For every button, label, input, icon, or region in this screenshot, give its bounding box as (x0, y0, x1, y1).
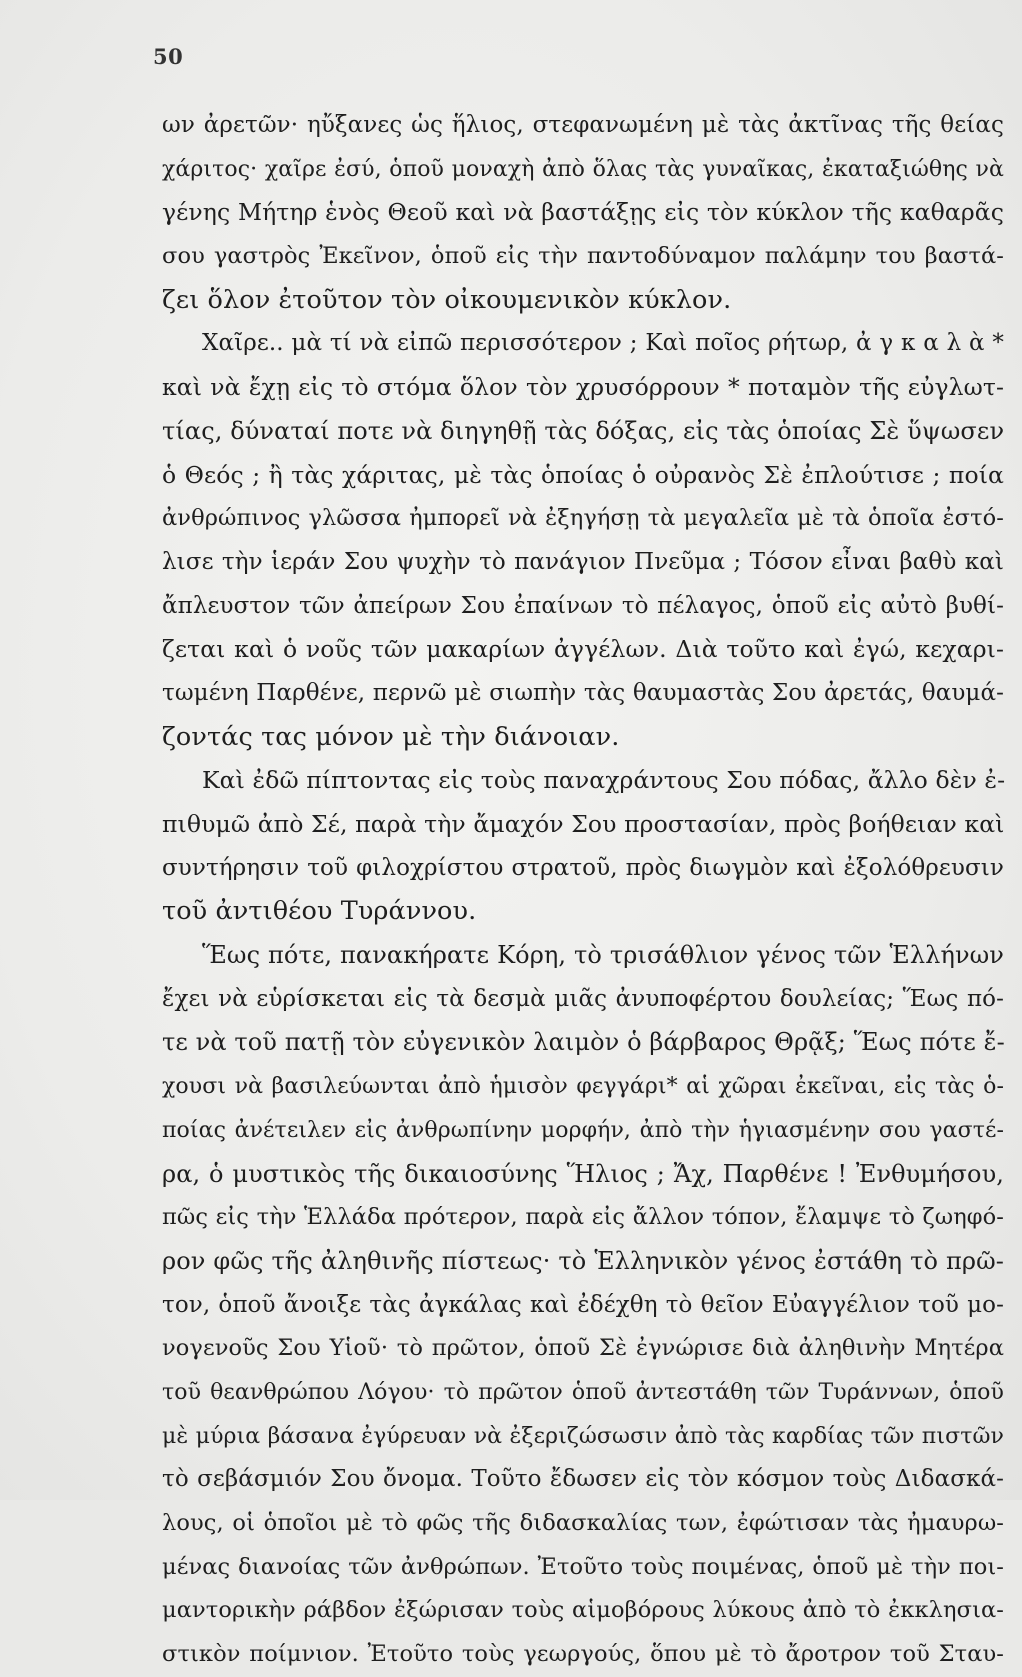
text-line: ἔχει νὰ εὑρίσκεται εἰς τὰ δεσμὰ μιᾶς ἀνυποφέρτου δουλείας; Ἕως πό- (162, 985, 1004, 1012)
text-line: ὁ Θεός ; ἢ τὰς χάριτας, μὲ τὰς ὁποίας ὁ οὐρανὸς Σὲ ἐπλούτισε ; ποία (162, 460, 1004, 489)
text-line: ζεται καὶ ὁ νοῦς τῶν μακαρίων ἀγγέλων. Διὰ τοῦτο καὶ ἐγώ, κεχαρι- (162, 635, 1004, 664)
text-line: ζοντάς τας μόνον μὲ τὴν διάνοιαν. (162, 721, 620, 752)
text-line: τωμένη Παρθένε, περνῶ μὲ σιωπὴν τὰς θαυμαστὰς Σου ἀρετάς, θαυμά- (162, 679, 1004, 706)
text-line: ων ἀρετῶν· ηὔξανες ὡς ἥλιος, στεφανωμένη μὲ τὰς ἀκτῖνας τῆς θείας (162, 112, 1004, 138)
text-line: ζει ὅλον ἐτοῦτον τὸν οἰκουμενικὸν κύκλον. (162, 284, 732, 315)
text-line: συντήρησιν τοῦ φιλοχρίστου στρατοῦ, πρὸς διωγμὸν καὶ ἐξολόθρευσιν (162, 854, 1004, 881)
text-line: τε νὰ τοῦ πατῇ τὸν εὐγενικὸν λαιμὸν ὁ βάρβαρος Θρᾷξ; Ἕως πότε ἔ- (162, 1028, 1005, 1057)
text-line: λους, οἱ ὁποῖοι μὲ τὸ φῶς τῆς διδασκαλίας των, ἐφώτισαν τὰς ἠμαυρω- (162, 1510, 1004, 1536)
text-line: χουσι νὰ βασιλεύωνται ἀπὸ ἡμισὸν φεγγάρι* αἱ χῶραι ἐκεῖναι, εἰς τὰς ὁ- (162, 1074, 1004, 1100)
text-line: νογενοῦς Σου Υἱοῦ· τὸ πρῶτον, ὁποῦ Σὲ ἐγνώρισε διὰ ἀληθινὴν Μητέρα (162, 1335, 1004, 1362)
text-line: ποίας ἀνέτειλεν εἰς ἀνθρωπίνην μορφήν, ἀπὸ τὴν ἡγιασμένην σου γαστέ- (162, 1117, 1004, 1143)
text-line: Χαῖρε.. μὰ τί νὰ εἰπῶ περισσότερον ; Καὶ ποῖος ρήτωρ, ἀ γ κ α λ ὰ * (202, 330, 1004, 357)
text-line: τοῦ ἀντιθέου Τυράννου. (162, 896, 477, 927)
text-line: γένης Μήτηρ ἑνὸς Θεοῦ καὶ νὰ βαστάξῃς εἰς τὸν κύκλον τῆς καθαρᾶς (162, 198, 1004, 227)
text-line: μαντορικὴν ράβδον ἐξώρισαν τοὺς αἱμοβόρους λύκους ἀπὸ τὸ ἐκκλησια- (162, 1597, 1004, 1624)
text-line: μένας διανοίας τῶν ἀνθρώπων. Ἐτοῦτο τοὺς ποιμένας, ὁποῦ μὲ τὴν ποι- (162, 1553, 1004, 1580)
text-line: Καὶ ἐδῶ πίπτοντας εἰς τοὺς παναχράντους Σου πόδας, ἄλλο δὲν ἐ- (202, 766, 1006, 795)
page-number: 50 (153, 44, 184, 69)
text-line: Ἕως πότε, πανακήρατε Κόρη, τὸ τρισάθλιον γένος τῶν Ἑλλήνων (202, 941, 1004, 970)
text-line: ρον φῶς τῆς ἀληθινῆς πίστεως· τὸ Ἑλληνικὸν γένος ἐστάθη τὸ πρῶ- (162, 1246, 1004, 1275)
text-line: λισε τὴν ἱεράν Σου ψυχὴν τὸ πανάγιον Πνεῦμα ; Τόσον εἶναι βαθὺ καὶ (162, 548, 1004, 575)
text-line: ρα, ὁ μυστικὸς τῆς δικαιοσύνης Ἥλιος ; Ἄχ, Παρθένε ! Ἐνθυμήσου, (162, 1159, 1004, 1188)
body-text (162, 104, 1004, 1677)
text-line: χάριτος· χαῖρε ἐσύ, ὁποῦ μοναχὴ ἀπὸ ὅλας τὰς γυναῖκας, ἐκαταξιώθης νὰ (162, 156, 1004, 182)
text-line: ἀνθρώπινος γλῶσσα ἠμπορεῖ νὰ ἐξηγήσῃ τὰ μεγαλεῖα μὲ τὰ ὁποῖα ἐστό- (162, 505, 1004, 532)
text-line: καὶ νὰ ἔχῃ εἰς τὸ στόμα ὅλον τὸν χρυσόρρουν * ποταμὸν τῆς εὐγλωτ- (162, 373, 1004, 402)
text-line: τίας, δύναταί ποτε νὰ διηγηθῇ τὰς δόξας, εἰς τὰς ὁποίας Σὲ ὕψωσεν (162, 416, 1005, 445)
text-line: σου γαστρὸς Ἐκεῖνον, ὁποῦ εἰς τὴν παντοδύναμον παλάμην του βαστά- (162, 243, 1004, 270)
text-line: τὸ σεβάσμιόν Σου ὄνομα. Τοῦτο ἔδωσεν εἰς τὸν κόσμον τοὺς Διδασκά- (162, 1466, 1004, 1493)
text-line: στικὸν ποίμνιον. Ἐτοῦτο τοὺς γεωργούς, ὅπου μὲ τὸ ἄροτρον τοῦ Σταυ- (162, 1641, 1004, 1668)
text-line: μὲ μύρια βάσανα ἐγύρευαν νὰ ἐξεριζώσωσιν ἀπὸ τὰς καρδίας τῶν πιστῶν (162, 1423, 1004, 1449)
text-line: ἄπλευστον τῶν ἀπείρων Σου ἐπαίνων τὸ πέλαγος, ὁποῦ εἰς αὐτὸ βυθί- (162, 592, 1004, 619)
text-line: πιθυμῶ ἀπὸ Σέ, παρὰ τὴν ἄμαχόν Σου προστασίαν, πρὸς βοήθειαν καὶ (162, 810, 1005, 838)
text-line: τον, ὁποῦ ἄνοιξε τὰς ἀγκάλας καὶ ἐδέχθη τὸ θεῖον Εὐαγγέλιον τοῦ μο- (162, 1291, 1004, 1318)
text-line: πῶς εἰς τὴν Ἑλλάδα πρότερον, παρὰ εἰς ἄλλον τόπον, ἔλαμψε τὸ ζωηφό- (162, 1204, 1004, 1231)
text-line: τοῦ θεανθρώπου Λόγου· τὸ πρῶτον ὁποῦ ἀντεστάθη τῶν Τυράννων, ὁποῦ (162, 1379, 1004, 1405)
